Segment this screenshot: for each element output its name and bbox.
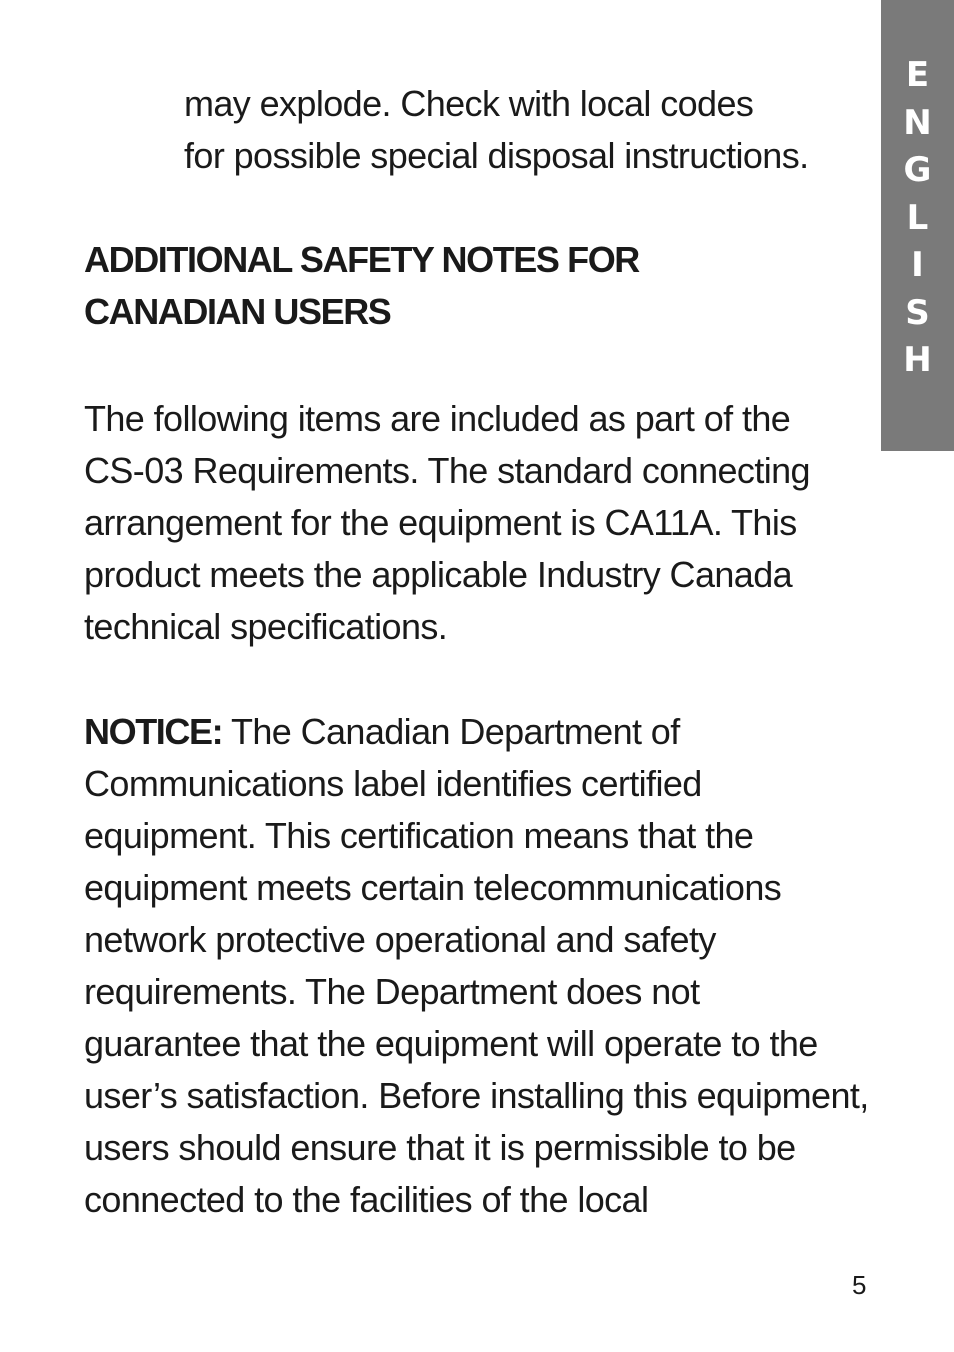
side-tab-letter: L: [906, 197, 929, 238]
notice-paragraph: [84, 706, 869, 1226]
notice-first-line-text: The Canadian Department of: [222, 711, 680, 752]
side-tab-letter: S: [905, 292, 930, 333]
side-tab-letter: G: [903, 150, 932, 190]
page-number: 5: [852, 1270, 867, 1300]
paragraph-line: users should ensure that it is permissible to be: [84, 1127, 796, 1168]
paragraph-line: The following items are included as part of the: [84, 398, 791, 439]
paragraph-line: CS-03 Requirements. The standard connecting: [84, 450, 810, 491]
paragraph-line: equipment meets certain telecommunications: [84, 867, 782, 908]
paragraph-line: arrangement for the equipment is CA11A. This: [84, 502, 797, 543]
paragraph-line: requirements. The Department does not: [84, 971, 700, 1012]
paragraph-line: connected to the facilities of the local: [84, 1179, 649, 1220]
paragraph-line: network protective operational and safety: [84, 919, 716, 960]
intro-continuation: [184, 78, 809, 182]
paragraph-line: guarantee that the equipment will operate to the: [84, 1023, 818, 1064]
paragraph-line: product meets the applicable Industry Canada: [84, 554, 793, 595]
notice-label: NOTICE:: [84, 711, 223, 752]
intro-line: may explode. Check with local codes: [184, 83, 754, 124]
side-tab-letter: H: [903, 340, 932, 380]
heading-line: ADDITIONAL SAFETY NOTES FOR: [84, 239, 639, 280]
side-tab-letter: N: [903, 102, 932, 143]
heading-line: CANADIAN USERS: [84, 291, 391, 332]
paragraph-line: equipment. This certification means that the: [84, 815, 754, 856]
paragraph-line: user’s satisfaction. Before installing this equipment,: [84, 1075, 869, 1116]
paragraph-line: Communications label identifies certified: [84, 763, 702, 804]
intro-line: for possible special disposal instructions.: [184, 135, 809, 176]
notice-first-line: [84, 706, 869, 758]
side-tab-letter: E: [905, 55, 930, 95]
language-side-tab: [881, 0, 954, 451]
requirements-paragraph: [84, 393, 810, 653]
paragraph-line: technical specifications.: [84, 606, 448, 647]
side-tab-letter: I: [911, 245, 924, 285]
section-heading: [84, 234, 639, 338]
